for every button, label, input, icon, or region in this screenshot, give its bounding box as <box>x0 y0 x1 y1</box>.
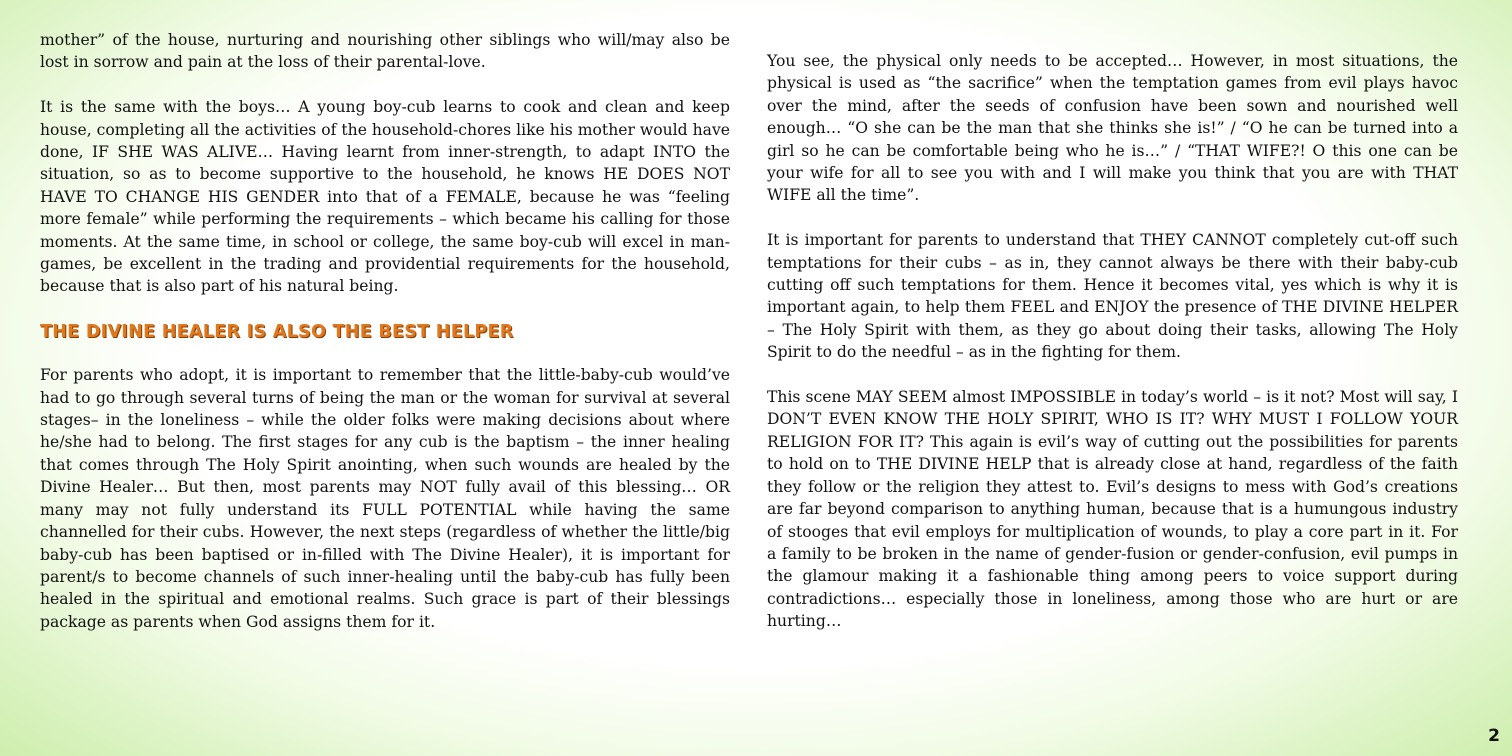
right-column <box>767 50 1458 633</box>
left-paragraph-1: mother” of the house, nurturing and nourishing other siblings who will/may also be lost in sorrow and pain at the loss of their parental-love. <box>40 31 730 72</box>
left-paragraph-2: It is the same with the boys… A young boy-cub learns to cook and clean and keep house, completing all the activities of the household-chores like his mother would have done, IF SHE WAS ALIVE… Having learnt from inner-strength, to adapt INTO the situation, so as to become supportive to the household, he knows HE DOES NOT HAVE TO CHANGE HIS GENDER into that of a FEMALE, because he was “feeling more female” while performing the requirements – which became his calling for those moments. At the same time, in school or college, the same boy-cub will excel in man-games, be excellent in the trading and providential requirements for the household, because that is also part of his natural being. <box>40 98 730 296</box>
section-heading: THE DIVINE HEALER IS ALSO THE BEST HELPER <box>40 322 514 343</box>
right-paragraph-1: You see, the physical only needs to be accepted… However, in most situations, the physical is used as “the sacrifice” when the temptation games from evil plays havoc over the mind, after the seeds of confusion have been sown and nourished well enough… “O she can be the man that she thinks she is!” / “O he can be turned into a girl so he can be comfortable being who he is…” / “THAT WIFE?! O this one can be your wife for all to see you with and I will make you think that you are with THAT WIFE all the time”. <box>767 52 1458 205</box>
left-column <box>40 29 730 633</box>
right-paragraph-2: It is important for parents to understand that THEY CANNOT completely cut-off such temptations for their cubs – as in, they cannot always be there with their baby-cub cutting off such temptations for them. Hence it becomes vital, yes which is why it is important again, to help them FEEL and ENJOY the presence of THE DIVINE HELPER – The Holy Spirit with them, as they go about doing their tasks, allowing The Holy Spirit to do the needful – as in the fighting for them. <box>767 231 1458 362</box>
right-paragraph-3: This scene MAY SEEM almost IMPOSSIBLE in today’s world – is it not? Most will say, I DON’T EVEN KNOW THE HOLY SPIRIT, WHO IS IT? WHY MUST I FOLLOW YOUR RELIGION FOR IT? This again is evil’s way of cutting out the possibilities for parents to hold on to THE DIVINE HELP that is already close at hand, regardless of the faith they follow or the religion they attest to. Evil’s designs to mess with God’s creations are far beyond comparison to anything human, because that is a humungous industry of stooges that evil employs for multiplication of wounds, to play a core part in it. For a family to be broken in the name of gender-fusion or gender-confusion, evil pumps in the glamour making it a fashionable thing among peers to voice support during contradictions… especially those in loneliness, among those who are hurt or are hurting… <box>767 388 1458 631</box>
left-paragraph-3: For parents who adopt, it is important to remember that the little-baby-cub would’ve had to go through several turns of being the man or the woman for survival at several stages– in the loneliness – while the older folks were making decisions about where he/she had to belong. The first stages for any cub is the baptism – the inner healing that comes through The Holy Spirit anointing, when such wounds are healed by the Divine Healer… But then, most parents may NOT fully avail of this blessing… OR many may not fully understand its FULL POTENTIAL while having the same channelled for their cubs. However, the next steps (regardless of whether the little/big baby-cub has been baptised or in-filled with The Divine Healer), it is important for parent/s to become channels of such inner-healing until the baby-cub has fully been healed in the spiritual and emotional realms. Such grace is part of their blessings package as parents when God assigns them for it. <box>40 366 730 631</box>
page-number: 2 <box>1488 726 1500 746</box>
